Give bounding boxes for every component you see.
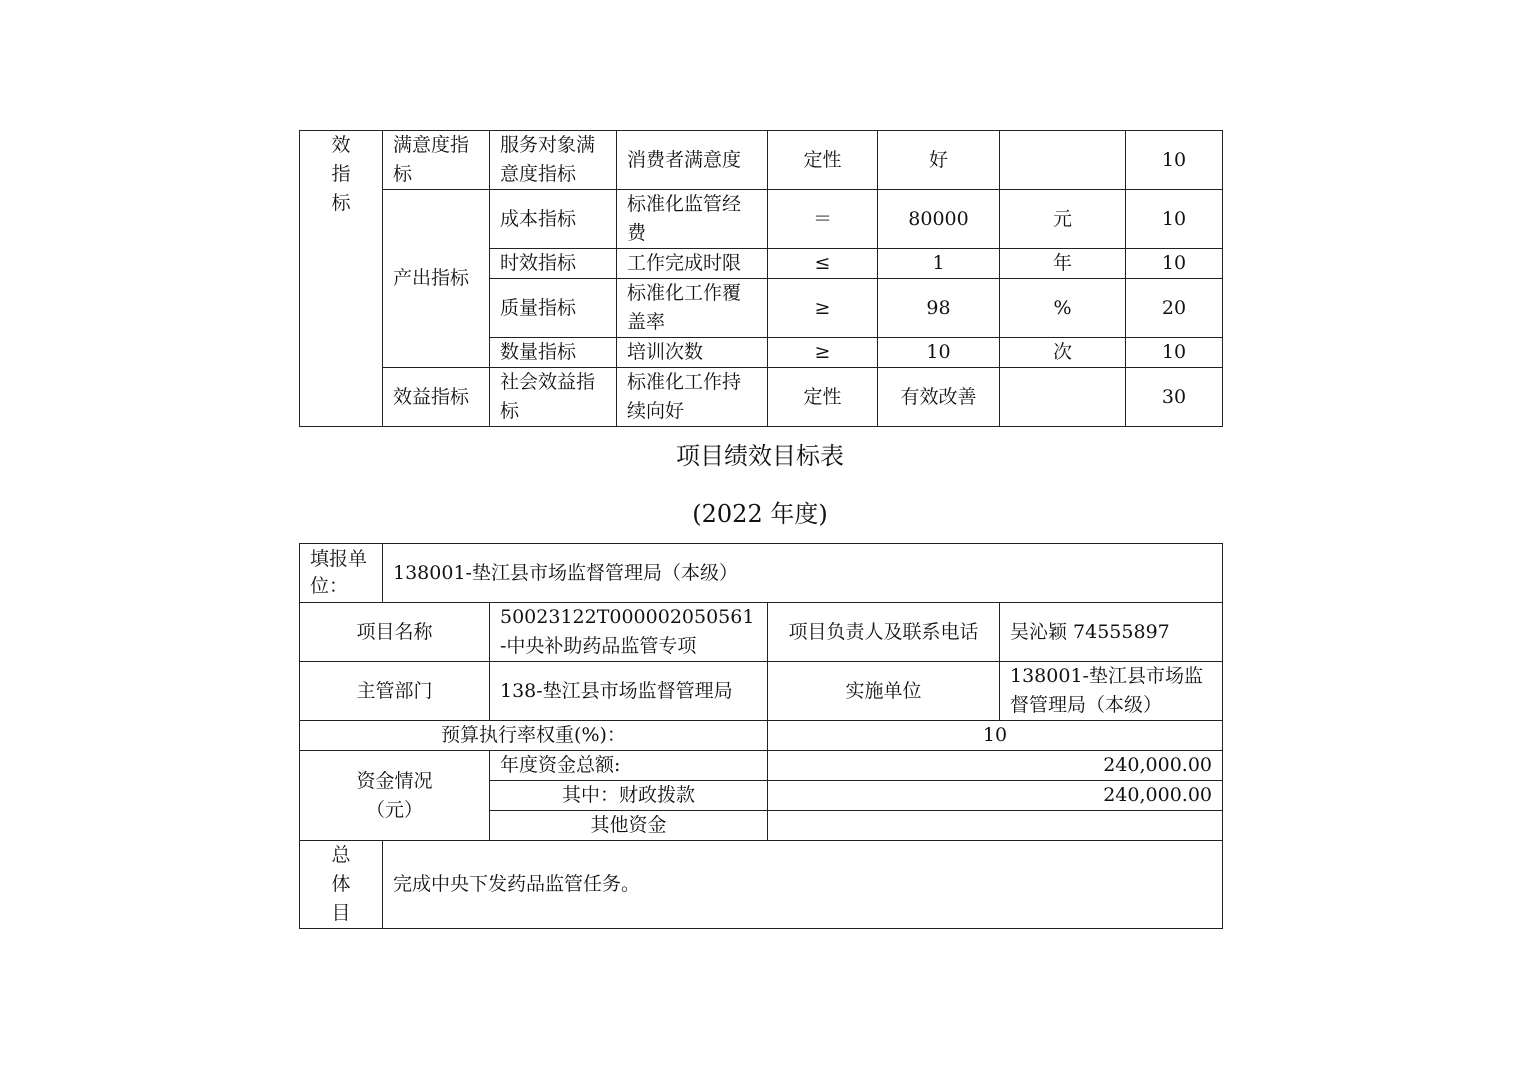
indicator-operator: ＝ (768, 190, 878, 249)
indicator-target: 80000 (878, 190, 1000, 249)
indicator-unit (1000, 131, 1126, 190)
level2-indicator: 数量指标 (490, 338, 617, 368)
indicator-weight: 10 (1126, 190, 1223, 249)
level2-indicator: 服务对象满意度指标 (490, 131, 617, 190)
overall-goal-value: 完成中央下发药品监管任务。 (383, 841, 1223, 929)
indicator-unit: 年 (1000, 249, 1126, 279)
table-row (300, 841, 1223, 929)
other-funds-value (768, 811, 1223, 841)
page-subtitle-year: (2022 年度) (692, 500, 828, 528)
indicator-weight: 10 (1126, 338, 1223, 368)
indicator-weight: 20 (1126, 279, 1223, 338)
table-row (300, 603, 1223, 662)
category-char: 指 (331, 163, 351, 185)
impl-label: 实施单位 (768, 662, 1000, 721)
funds-label (300, 751, 490, 841)
goal-label-char: 总 (331, 844, 351, 866)
indicator-unit: % (1000, 279, 1126, 338)
contact-value: 吴沁颖 74555897 (1000, 603, 1223, 662)
reporting-unit-value: 138001-垫江县市场监督管理局（本级） (383, 544, 1223, 603)
total-funds-value: 240,000.00 (768, 751, 1223, 781)
other-funds-label: 其他资金 (490, 811, 768, 841)
category-cell (300, 131, 383, 427)
project-name-label: 项目名称 (300, 603, 490, 662)
goal-label-char: 体 (331, 873, 351, 895)
indicator-target: 1 (878, 249, 1000, 279)
funds-label-line1: 资金情况 (356, 769, 433, 792)
table-row (300, 190, 1223, 249)
table-row (300, 131, 1223, 190)
indicator-operator: 定性 (768, 131, 878, 190)
funds-label-line2: （元） (365, 798, 423, 821)
indicator-name: 消费者满意度 (617, 131, 768, 190)
indicator-unit: 次 (1000, 338, 1126, 368)
page-title: 项目绩效目标表 (676, 442, 844, 470)
indicator-weight: 10 (1126, 249, 1223, 279)
level2-indicator: 时效指标 (490, 249, 617, 279)
goal-label-char: 目 (331, 902, 351, 924)
indicator-target: 有效改善 (878, 368, 1000, 427)
indicator-name: 标准化工作覆盖率 (617, 279, 768, 338)
indicator-operator: ≤ (768, 249, 878, 279)
indicator-target: 10 (878, 338, 1000, 368)
fiscal-funds-label: 其中：财政拨款 (490, 781, 768, 811)
table-row (300, 751, 1223, 781)
performance-indicator-table (299, 130, 1223, 427)
indicator-weight: 30 (1126, 368, 1223, 427)
dept-label: 主管部门 (300, 662, 490, 721)
category-char: 标 (331, 192, 351, 214)
indicator-operator: 定性 (768, 368, 878, 427)
overall-goal-label (300, 841, 383, 929)
project-info-table (299, 543, 1223, 929)
budget-weight-label: 预算执行率权重(%)： (300, 721, 768, 751)
indicator-weight: 10 (1126, 131, 1223, 190)
indicator-target: 好 (878, 131, 1000, 190)
indicator-name: 培训次数 (617, 338, 768, 368)
table-row (300, 368, 1223, 427)
total-funds-label: 年度资金总额: (490, 751, 768, 781)
indicator-name: 标准化工作持续向好 (617, 368, 768, 427)
level1-indicator: 满意度指标 (383, 131, 490, 190)
table-row (300, 544, 1223, 603)
level2-indicator: 质量指标 (490, 279, 617, 338)
indicator-unit (1000, 368, 1126, 427)
contact-label: 项目负责人及联系电话 (768, 603, 1000, 662)
level1-indicator: 产出指标 (383, 190, 490, 368)
table-row (300, 721, 1223, 751)
indicator-operator: ≥ (768, 279, 878, 338)
dept-value: 138-垫江县市场监督管理局 (490, 662, 768, 721)
budget-weight-value: 10 (768, 721, 1223, 751)
impl-value: 138001-垫江县市场监督管理局（本级） (1000, 662, 1223, 721)
fiscal-funds-value: 240,000.00 (768, 781, 1223, 811)
level2-indicator: 社会效益指标 (490, 368, 617, 427)
level1-indicator: 效益指标 (383, 368, 490, 427)
indicator-name: 工作完成时限 (617, 249, 768, 279)
category-char: 效 (331, 134, 351, 156)
indicator-operator: ≥ (768, 338, 878, 368)
reporting-unit-label: 填报单位： (300, 544, 383, 603)
indicator-name: 标准化监管经费 (617, 190, 768, 249)
table-row (300, 662, 1223, 721)
level2-indicator: 成本指标 (490, 190, 617, 249)
indicator-unit: 元 (1000, 190, 1126, 249)
project-name-value: 50023122T000002050561-中央补助药品监管专项 (490, 603, 768, 662)
indicator-target: 98 (878, 279, 1000, 338)
